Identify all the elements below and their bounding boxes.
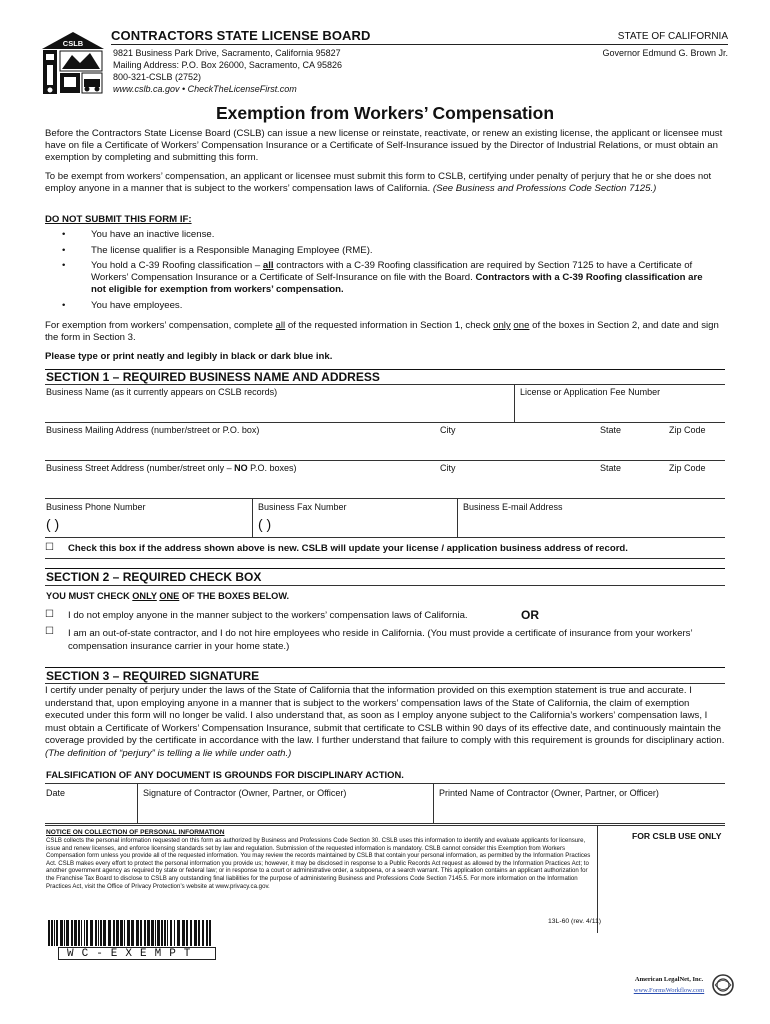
check-one-instruction (46, 591, 289, 601)
street-label-a: Business Street Address (number/street only – (46, 463, 232, 473)
street-address-label (46, 463, 296, 473)
certification-body: I certify under penalty of perjury under the laws of the State of California that the information provided on this exemption statement is true and accurate. I understand that, upon employing anyone in a manner that is subject to the workers’ compensation laws of the State of California, the claim of exemption executed under this form will no longer be valid. I also understand that, as soon as I employ anyone subject to the California’s workers’ compensation laws, I must obtain a Certificate of Workers’ Compensation Insurance, submit that certificate to CSLB within 90 days of its effective date, and continuously maintain the coverage provided by the certificate in accordance with the law. I further understand that failure to comply with this requirement is grounds for disciplinary action. (45, 685, 725, 747)
barcode-bar (202, 920, 204, 946)
publisher-url[interactable]: www.FormsWorkflow.com (633, 987, 705, 994)
barcode-bar (71, 920, 73, 946)
barcode-bar (147, 920, 150, 946)
barcode-bar (81, 920, 82, 946)
barcode-bar (78, 920, 80, 946)
notice-divider (597, 825, 598, 933)
section-1-title: SECTION 1 – REQUIRED BUSINESS NAME AND ADDRESS (46, 370, 380, 384)
date-label: Date (46, 788, 66, 798)
option-1-label: I do not employ anyone in the manner subject to the workers’ compensation laws of California. (68, 610, 468, 621)
inst-only: ONLY (132, 591, 157, 601)
publisher-logo-icon (712, 974, 734, 996)
license-number-label: License or Application Fee Number (520, 387, 661, 397)
falsification-warning: FALSIFICATION OF ANY DOCUMENT IS GROUNDS FOR DISCIPLINARY ACTION. (46, 769, 404, 780)
new-address-label: Check this box if the address shown above is new. CSLB will update your license / application business address of record. (68, 543, 628, 554)
barcode-bar (177, 920, 180, 946)
barcode-bar (151, 920, 154, 946)
date-sig-divider (137, 783, 138, 823)
fax-label: Business Fax Number (258, 502, 347, 512)
p3-text-c: of the boxes in Section 2, and date and sign the form in Section 3. (45, 320, 719, 344)
bullet-2-mark: • (62, 245, 66, 256)
form-number: 13L-60 (rev. 4/11) (548, 918, 602, 925)
barcode-label: WC-EXEMPT (58, 947, 216, 960)
business-name-field[interactable] (46, 396, 512, 420)
barcode-bar (108, 920, 111, 946)
barcode-bar (144, 920, 146, 946)
barcode-bar (190, 920, 192, 946)
street-state-label: State (600, 463, 622, 473)
do-not-submit-heading: DO NOT SUBMIT THIS FORM IF: (45, 214, 192, 225)
barcode-bar (60, 920, 63, 946)
email-label: Business E-mail Address (463, 502, 563, 512)
barcode-bar (103, 920, 106, 946)
intro-paragraph-1: Before the Contractors State License Board (CSLB) can issue a new license or reinstate, reactivate, or renew an existing license, the applicant or licensee must have on file a Certificate of Workers’ Compensation Insurance or a Certificate of Self-Insurance issued by the Director of Industrial Relations, or must obtain an exemption by completing and submitting this form. (45, 128, 723, 164)
code-reference: (See Business and Professions Code Section 7125.) (432, 183, 657, 195)
barcode-bar (157, 920, 160, 946)
section-1-bottom (45, 558, 725, 559)
barcode-bar (64, 920, 65, 946)
mailing-city-label: City (440, 425, 456, 435)
barcode-bar (124, 920, 125, 946)
barcode-bar (84, 920, 85, 946)
address-line-1: 9821 Business Park Drive, Sacramento, California 95827 (113, 48, 341, 58)
barcode-bar (51, 920, 53, 946)
street-zip-label: Zip Code (669, 463, 706, 473)
barcode-bar (209, 920, 211, 946)
header-rule (111, 44, 728, 45)
p3-text-a: For exemption from workers’ compensation, complete (45, 320, 273, 331)
new-address-checkbox[interactable]: ☐ (45, 542, 54, 553)
state-name: STATE OF CALIFORNIA (617, 31, 728, 42)
barcode-bar (48, 920, 50, 946)
mailing-address-label: Business Mailing Address (number/street or P.O. box) (46, 425, 260, 435)
p3-text-b: of the requested information in Section 1, check (287, 320, 491, 331)
barcode (47, 920, 215, 946)
cslb-logo (40, 31, 106, 97)
section-3-title: SECTION 3 – REQUIRED SIGNATURE (46, 669, 260, 683)
phone-label: Business Phone Number (46, 502, 146, 512)
barcode-bar (95, 920, 97, 946)
barcode-bar (100, 920, 102, 946)
barcode-bar (167, 920, 168, 946)
barcode-bar (182, 920, 185, 946)
barcode-bar (164, 920, 166, 946)
row-line-3 (45, 498, 725, 499)
name-license-divider (514, 384, 515, 422)
barcode-bar (66, 920, 69, 946)
barcode-bar (136, 920, 139, 946)
bullet-3-mark: • (62, 260, 66, 271)
printed-name-field[interactable] (436, 800, 724, 820)
address-line-2: Mailing Address: P.O. Box 26000, Sacramento, CA 95826 (113, 60, 342, 70)
intro-p2-text: To be exempt from workers’ compensation, an applicant or licensee must submit this form to CSLB, certifying under penalty of perjury that he or she does not employ anyone in a manner that is subject to the workers’ compensation laws of California. (45, 171, 712, 195)
barcode-bar (86, 920, 88, 946)
barcode-bar (140, 920, 142, 946)
perjury-definition: (The definition of “perjury” is telling a lie while under oath.) (45, 747, 292, 759)
barcode-bar (127, 920, 130, 946)
barcode-bar (161, 920, 163, 946)
barcode-bar (174, 920, 175, 946)
barcode-bar (54, 920, 55, 946)
intro-paragraph-2 (45, 171, 725, 195)
signature-top-line (45, 783, 725, 784)
notice-title: NOTICE ON COLLECTION OF PERSONAL INFORMATION (46, 829, 225, 836)
inst-one: ONE (159, 591, 180, 601)
bullet-3-bold: Contractors with a C-39 Roofing classification are not eligible for exemption from workers’ compensation. (91, 272, 703, 296)
sig-name-divider (433, 783, 434, 823)
section-2-title: SECTION 2 – REQUIRED CHECK BOX (46, 570, 262, 584)
option-2-label: I am an out-of-state contractor, and I do not hire employees who reside in California. (You must provide a certificate of insurance from your workers’ compensation insurance carrier in your home state.) (68, 628, 693, 652)
section-2-header-line (45, 585, 725, 586)
or-label: OR (521, 608, 539, 622)
license-number-field[interactable] (518, 396, 723, 420)
street-label-b: P.O. boxes) (250, 463, 297, 473)
signature-field[interactable] (140, 800, 430, 820)
bullet-3-text-a: You hold a C-39 Roofing classification – (91, 260, 261, 271)
p3-only: only (493, 320, 511, 331)
bullet-3-all: all (262, 260, 274, 271)
street-city-label: City (440, 463, 456, 473)
street-address-field[interactable] (46, 474, 726, 496)
option-1-checkbox[interactable]: ☐ (45, 609, 54, 620)
bullet-3-text-b: contractors with a C-39 Roofing classification are required by Section 7125 to have a Certificate of Workers’ Compensation Insurance or a Certificate of Self-Insurance on file with the Board. (91, 260, 693, 284)
website-line: www.cslb.ca.gov • CheckTheLicenseFirst.com (113, 84, 297, 94)
fax-field[interactable]: ( ) (258, 516, 272, 532)
instructions-paragraph (45, 320, 725, 344)
barcode-bar (198, 920, 200, 946)
bullet-3 (91, 260, 719, 297)
section-1-header-line (45, 384, 725, 385)
bullet-4: You have employees. (91, 300, 183, 311)
bullet-1: You have an inactive license. (91, 229, 215, 240)
org-name: CONTRACTORS STATE LICENSE BOARD (111, 28, 371, 43)
barcode-bar (170, 920, 172, 946)
signature-label: Signature of Contractor (Owner, Partner, or Officer) (143, 788, 347, 798)
phone-field[interactable]: ( ) (46, 516, 60, 532)
fax-email-divider (457, 498, 458, 537)
bullet-2: The license qualifier is a Responsible Managing Employee (RME). (91, 245, 373, 256)
section-2-rule (45, 568, 725, 569)
signature-bottom-line (45, 823, 725, 824)
barcode-bar (116, 920, 119, 946)
phone-fax-divider (252, 498, 253, 537)
certification-text (45, 685, 725, 761)
barcode-bar (74, 920, 77, 946)
barcode-bar (98, 920, 99, 946)
barcode-bar (155, 920, 156, 946)
mailing-address-field[interactable] (46, 436, 726, 458)
printed-name-label: Printed Name of Contractor (Owner, Partner, or Officer) (439, 788, 659, 798)
mailing-zip-label: Zip Code (669, 425, 706, 435)
mailing-state-label: State (600, 425, 622, 435)
business-name-label: Business Name (as it currently appears on CSLB records) (46, 387, 278, 397)
p3-one: one (513, 320, 530, 331)
inst-text-a: YOU MUST CHECK (46, 591, 130, 601)
form-title: Exemption from Workers’ Compensation (215, 103, 555, 123)
bullet-4-mark: • (62, 300, 66, 311)
cslb-use-only: FOR CSLB USE ONLY (632, 831, 722, 841)
ink-instruction: Please type or print neatly and legibly in black or dark blue ink. (45, 351, 333, 362)
barcode-bar (56, 920, 58, 946)
bullet-1-mark: • (62, 229, 66, 240)
notice-body: CSLB collects the personal information requested on this form as authorized by Business and Professions Code Section 30. CSLB uses this information to identify and evaluate applicants for licensure, issue and renew licenses, and enforce licensing standards set by law and regulation. Submission of the requested information is mandatory. CSLB cannot consider this Exemption from Workers Compensation form unless you provide all of the requested information. You may review the records maintained by CSLB that contain your personal information, as permitted by the Information Practices Act. CSLB makes every effort to protect the personal information you provide us; however, it may be disclosed in response to a Public Records Act request as allowed by the Information Practices Act; to another government agency as required by state or federal law; or in response to a court or administrative order, a subpoena, or a search warrant. This application contains an applicant authorization for the Franchise Tax Board to disclose to CSLB any outstanding final liabilities for the purpose of administering Business and Professions Code Section 7145.5. For more information on the Information Practices Act, visit the Office of Privacy Protection’s website at www.privacy.ca.gov. (46, 837, 591, 890)
row-line-2 (45, 460, 725, 461)
section-3-rule (45, 667, 725, 668)
publisher-name: American LegalNet, Inc. (634, 976, 704, 983)
svg-text:CSLB: CSLB (62, 39, 84, 48)
barcode-bar (131, 920, 134, 946)
p3-all: all (275, 320, 286, 331)
date-field[interactable] (46, 800, 134, 820)
row-line-4 (45, 537, 725, 538)
phone-line: 800-321-CSLB (2752) (113, 72, 202, 82)
governor-name: Governor Edmund G. Brown Jr. (602, 48, 728, 58)
barcode-bar (186, 920, 188, 946)
barcode-bar (120, 920, 123, 946)
option-2-checkbox[interactable]: ☐ (45, 626, 54, 637)
barcode-bar (113, 920, 115, 946)
inst-text-b: OF THE BOXES BELOW. (181, 591, 290, 601)
barcode-bar (194, 920, 197, 946)
barcode-bar (206, 920, 208, 946)
barcode-bar (90, 920, 93, 946)
street-label-no: NO (234, 463, 248, 473)
section-3-header-line (45, 683, 725, 684)
email-field[interactable] (462, 512, 724, 534)
row-line-1 (45, 422, 725, 423)
